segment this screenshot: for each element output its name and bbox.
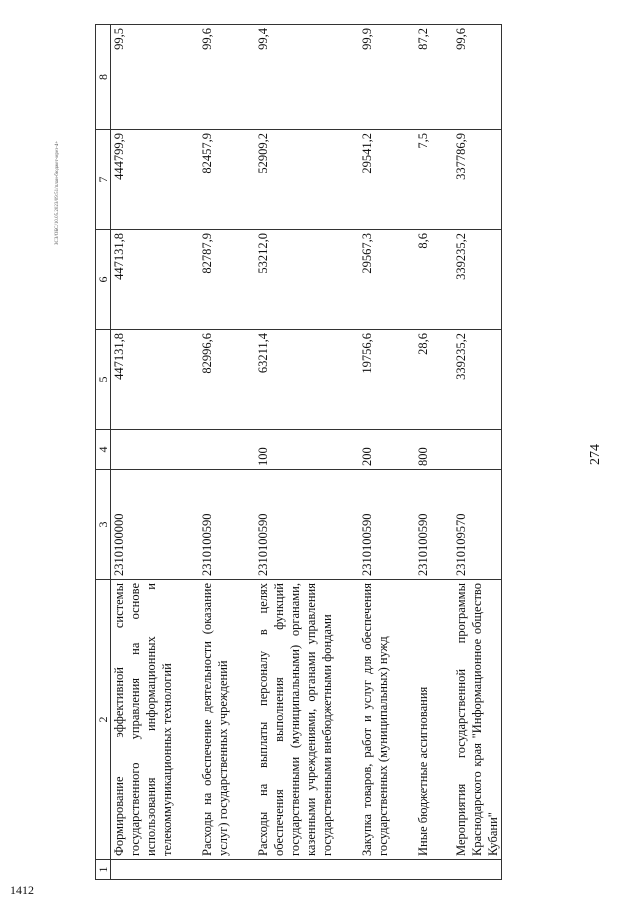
page-number: 274 — [588, 444, 603, 465]
row-value-5: 28,6 — [401, 330, 441, 430]
table-row — [401, 25, 441, 880]
row-value-5: 63211,4 — [241, 330, 345, 430]
row-expense-type — [185, 430, 241, 470]
row-description: Иные бюджетные ассигнования — [401, 580, 441, 860]
row-value-7: 82457,9 — [185, 130, 241, 230]
row-value-5: 339235,2 — [441, 330, 502, 430]
row-value-6: 53212,0 — [241, 230, 345, 330]
row-value-8: 87,2 — [401, 25, 441, 130]
row-value-7: 7,5 — [401, 130, 441, 230]
row-index-cell — [241, 860, 345, 880]
row-value-8: 99,5 — [111, 25, 186, 130]
row-value-6: 447131,8 — [111, 230, 186, 330]
row-code: 2310100590 — [241, 470, 345, 580]
header-cell: 6 — [96, 230, 111, 330]
row-code: 2310109570 — [441, 470, 502, 580]
row-value-8: 99,6 — [185, 25, 241, 130]
row-value-7: 52909,2 — [241, 130, 345, 230]
table-row — [345, 25, 401, 880]
table-row — [441, 25, 502, 880]
table-row — [185, 25, 241, 880]
header-cell: 5 — [96, 330, 111, 430]
row-description: Расходы на выплаты персоналу в целях обеспечения выполнения функций государственными (муниципальными) органами, казенными учреждениями, органами управления государственными внебюджетными фондами — [241, 580, 345, 860]
table-header-row — [96, 25, 111, 880]
row-value-7: 444799,9 — [111, 130, 186, 230]
row-value-5: 19756,6 — [345, 330, 401, 430]
header-cell: 4 — [96, 430, 111, 470]
row-value-8: 99,9 — [345, 25, 401, 130]
row-index-cell — [401, 860, 441, 880]
rotated-page — [25, 25, 615, 895]
row-code: 2310100590 — [345, 470, 401, 580]
header-cell: 3 — [96, 470, 111, 580]
row-description: Закупка товаров, работ и услуг для обеспечения государственных (муниципальных) нужд — [345, 580, 401, 860]
document-stamp: ЗСЗ/ОБС/10.05.2023/09:51/план-бюджет-мрез-4+ — [55, 140, 60, 245]
row-value-6: 8,6 — [401, 230, 441, 330]
table-row — [111, 25, 186, 880]
row-value-8: 99,4 — [241, 25, 345, 130]
row-expense-type — [111, 430, 186, 470]
row-index-cell — [185, 860, 241, 880]
budget-table — [95, 24, 502, 880]
row-index-cell — [345, 860, 401, 880]
row-expense-type: 200 — [345, 430, 401, 470]
sheet-number: 1412 — [10, 883, 34, 897]
row-value-5: 447131,8 — [111, 330, 186, 430]
row-expense-type: 800 — [401, 430, 441, 470]
row-expense-type — [441, 430, 502, 470]
header-cell: 1 — [96, 860, 111, 880]
header-cell: 2 — [96, 580, 111, 860]
row-value-5: 82996,6 — [185, 330, 241, 430]
row-index-cell — [111, 860, 186, 880]
row-expense-type: 100 — [241, 430, 345, 470]
row-code: 2310100000 — [111, 470, 186, 580]
table-row — [241, 25, 345, 880]
row-description: Мероприятия государственной программы Краснодарского края "Информационное общество Кубани" — [441, 580, 502, 860]
row-value-6: 82787,9 — [185, 230, 241, 330]
row-value-6: 339235,2 — [441, 230, 502, 330]
row-value-6: 29567,3 — [345, 230, 401, 330]
row-code: 2310100590 — [185, 470, 241, 580]
row-value-7: 337786,9 — [441, 130, 502, 230]
row-value-8: 99,6 — [441, 25, 502, 130]
row-description: Формирование эффективной системы государственного управления на основе использования информационных и телекоммуникационных технологий — [111, 580, 186, 860]
row-index-cell — [441, 860, 502, 880]
header-cell: 7 — [96, 130, 111, 230]
row-code: 2310100590 — [401, 470, 441, 580]
row-description: Расходы на обеспечение деятельности (оказание услуг) государственных учреждений — [185, 580, 241, 860]
row-value-7: 29541,2 — [345, 130, 401, 230]
header-cell: 8 — [96, 25, 111, 130]
